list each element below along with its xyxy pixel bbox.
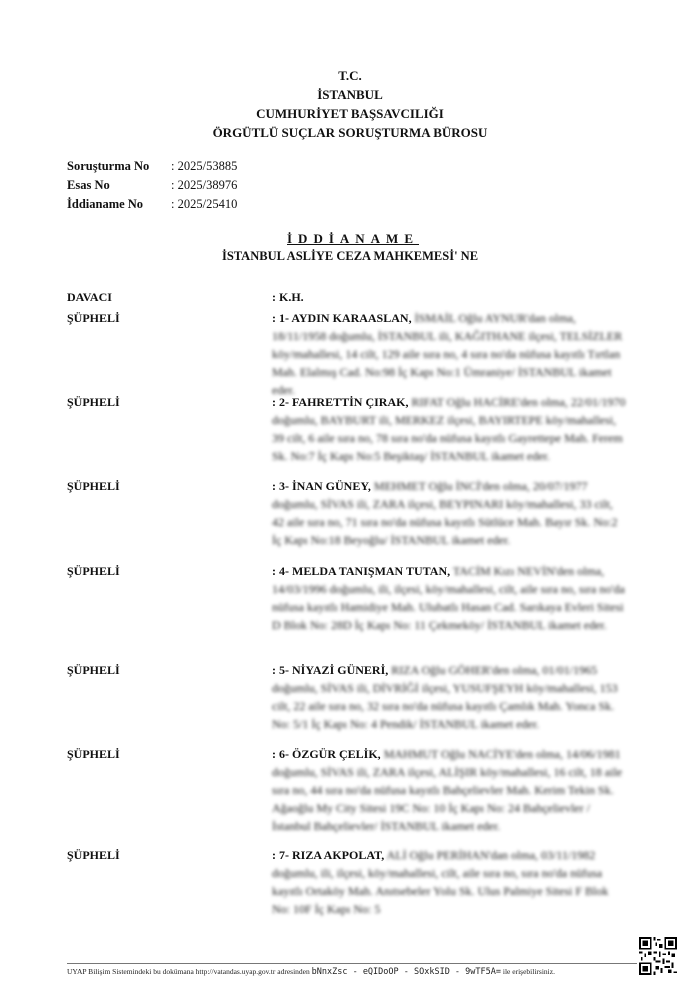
meta-value: : 2025/25410 [171,197,238,211]
party-row [67,288,632,306]
party-role: ŞÜPHELİ [67,395,120,409]
header-bureau: ÖRGÜTLÜ SUÇLAR SORUŞTURMA BÜROSU [212,125,488,140]
meta-label: Esas No [67,178,110,192]
party-details: MEHMET Oğlu İNCİ'den olma, 20/07/1977 doğumlu, SİVAS ili, ZARA ilçesi, BEYPINARI köy/mahallesi, 33 cilt, 42 aile sıra no, 71 sıra no'da nüfusa kayıtlı Sütlüce Mah. Bayır Sk. No:2 İç Kapı No:18 Beyoğlu/ İSTANBUL ikamet eder. [272,479,618,547]
header-city: İSTANBUL [317,87,383,102]
party-body [272,661,627,745]
meta-label: Soruşturma No [67,159,150,173]
party-name: : 1- AYDIN KARAASLAN, [272,311,412,325]
party-body [272,309,627,397]
meta-row [67,195,237,214]
party-row [67,745,632,846]
party-body [272,562,627,661]
parties-list [67,288,632,918]
meta-row [67,157,237,176]
party-row [67,562,632,661]
party-body [272,745,627,846]
meta-label: İddianame No [67,197,144,211]
document-title [0,231,700,264]
party-details: RIZA Oğlu GÖHER'den olma, 01/01/1965 doğumlu, SİVAS ili, DİVRİĞİ ilçesi, YUSUFŞEYH köy/mahallesi, 153 cilt, 22 aile sıra no, 32 sıra no'da nüfusa kayıtlı Çamlık Mah. Yonca Sk. No: 5/1 İç Kapı No: 4 Pendik/ İSTANBUL ikamet eder. [272,663,618,731]
party-name: : 3- İNAN GÜNEY, [272,479,371,493]
party-role: ŞÜPHELİ [67,747,120,761]
party-details: MAHMUT Oğlu NACİYE'den olma, 14/06/1981 doğumlu, SİVAS ili, ZARA ilçesi, ALİŞIR köy/mahallesi, 16 cilt, 18 aile sıra no, 44 sıra no'da nüfusa kayıtlı Bahçelievler Mah. Kerim Tekin Sk. Ağaoğlu My City Sitesi 19C No: 10 İç Kapı No: 24 Bahçelievler / İstanbul Bahçelievler/ İSTANBUL ikamet eder. [272,747,623,833]
header-tc: T.C. [338,68,362,83]
footer-divider [67,963,637,964]
party-details: TACİM Kızı NEVİN'den olma, 14/03/1996 doğumlu, ili, ilçesi, köy/mahallesi, cilt, aile sıra no, sıra no'da nüfusa kayıtlı Hamidiye Mah. Ulubatlı Hasan Cad. Sarıkaya Evleri Sitesi D Blok No: 28D İç Kapı No: 11 Çekmeköy/ İSTANBUL ikamet eder. [272,564,625,632]
meta-value: : 2025/53885 [171,159,238,173]
party-role: ŞÜPHELİ [67,663,120,677]
party-row [67,309,632,397]
party-name: : K.H. [272,290,304,304]
party-details: İSMAİL Oğlu AYNUR'dan olma, 18/11/1958 doğumlu, İSTANBUL ili, KAĞITHANE ilçesi, TELSİZLER köy/mahallesi, 14 cilt, 129 aile sıra no, 4 sıra no'da nüfusa kayıtlı Tırtlan Mah. Elalmış Cad. No:98 İç Kapı No:1 Ümraniye/ İSTANBUL ikamet eder. [272,311,623,397]
party-row [67,846,632,918]
party-row [67,393,632,477]
footer-access-code: bNnxZsc - eQIDoOP - SOxkSID - 9wTF5A= [311,967,501,977]
case-numbers [67,157,237,214]
party-row [67,661,632,745]
qr-code-icon [639,937,677,975]
indictment-title: İDDİANAME [287,231,419,246]
footer-prefix: UYAP Bilişim Sistemindeki bu dokümana http://vatandas.uyap.gov.tr adresinden [67,967,310,976]
header-office: CUMHURİYET BAŞSAVCILIĞI [256,106,444,121]
document-footer [67,967,632,977]
party-role: ŞÜPHELİ [67,311,120,325]
meta-row [67,176,237,195]
party-details: ALİ Oğlu PERİHAN'dan olma, 03/11/1982 doğumlu, ili, ilçesi, köy/mahallesi, cilt, aile sıra no, sıra no'da nüfusa kayıtlı Ortaköy Mah. Anıtsebeler Yolu Sk. Ulus Palmiye Sitesi F Blok No: 10F İç Kapı No: 5 [272,848,609,916]
footer-suffix: ile erişebilirsiniz. [502,967,555,976]
party-name: : 6- ÖZGÜR ÇELİK, [272,747,381,761]
party-body [272,477,627,562]
party-body [272,288,627,306]
party-name: : 2- FAHRETTİN ÇIRAK, [272,395,409,409]
party-body [272,393,627,477]
document-header [0,66,700,142]
party-details: RIFAT Oğlu HACİRE'den olma, 22/01/1970 doğumlu, BAYBURT ili, MERKEZ ilçesi, BAYIRTEPE köy/mahallesi, 39 cilt, 6 aile sıra no, 78 sıra no'da nüfusa kayıtlı Gayrettepe Mah. Ferem Sk. No:7 İç Kapı No:5 Beşiktaş/ İSTANBUL ikamet eder. [272,395,626,463]
party-name: : 5- NİYAZİ GÜNERİ, [272,663,389,677]
party-role: DAVACI [67,290,112,304]
party-name: : 4- MELDA TANIŞMAN TUTAN, [272,564,451,578]
meta-value: : 2025/38976 [171,178,238,192]
party-name: : 7- RIZA AKPOLAT, [272,848,385,862]
court-name: İSTANBUL ASLİYE CEZA MAHKEMESİ' NE [221,249,479,263]
party-body [272,846,627,918]
party-row [67,477,632,562]
party-role: ŞÜPHELİ [67,564,120,578]
party-role: ŞÜPHELİ [67,848,120,862]
party-role: ŞÜPHELİ [67,479,120,493]
